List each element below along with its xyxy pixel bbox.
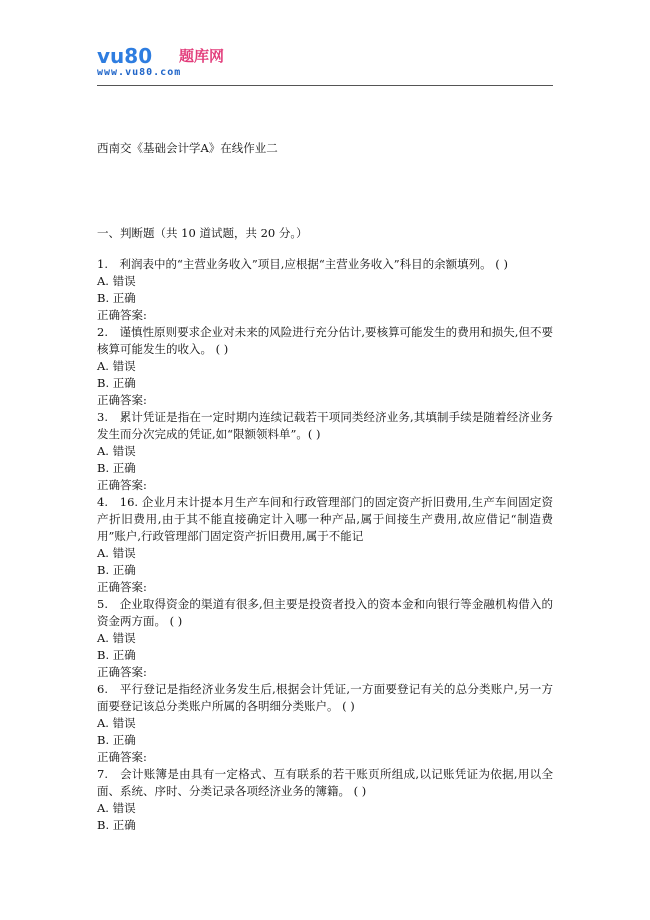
question-item [97, 681, 553, 766]
answer-label: 正确答案: [97, 580, 147, 594]
answer-label: 正确答案: [97, 308, 147, 322]
option-a: A. 错误 [97, 801, 136, 815]
section-heading: 一、判断题（共 10 道试题，共 20 分。） [97, 226, 308, 240]
option-b: B. 正确 [97, 563, 136, 577]
question-stem: 4. 16. 企业月末计提本月生产车间和行政管理部门的固定资产折旧费用,生产车间固定资产折旧费用,由于其不能直接确定计入哪一种产品,属于间接生产费用,故应借记“制造费用”账户,行政管理部门固定资产折旧费用,属于不能记 [97, 495, 553, 543]
question-list [97, 256, 553, 834]
answer-label: 正确答案: [97, 478, 147, 492]
logo-brand: vu80 [97, 44, 153, 68]
option-a: A. 错误 [97, 444, 136, 458]
answer-label: 正确答案: [97, 665, 147, 679]
answer-label: 正确答案: [97, 750, 147, 764]
option-a: A. 错误 [97, 274, 136, 288]
question-stem: 7. 会计账簿是由具有一定格式、互有联系的若干账页所组成,以记账凭证为依据,用以全面、系统、序时、分类记录各项经济业务的簿籍。 ( ) [97, 767, 553, 798]
question-stem: 3. 累计凭证是指在一定时期内连续记载若干项同类经济业务,其填制手续是随着经济业务发生而分次完成的凭证,如“限额领料单”。( ) [97, 410, 553, 441]
logo-chinese-name: 题库网 [179, 47, 225, 65]
question-item [97, 256, 553, 324]
question-stem: 5. 企业取得资金的渠道有很多,但主要是投资者投入的资本金和向银行等金融机构借入的资金两方面。 ( ) [97, 597, 553, 628]
question-stem: 1. 利润表中的“主营业务收入”项目,应根据“主营业务收入”科目的余额填列。 ( ) [97, 257, 508, 271]
logo-url: www.vu80.com [97, 67, 182, 78]
question-stem: 6. 平行登记是指经济业务发生后,根据会计凭证,一方面要登记有关的总分类账户,另一方面要登记该总分类账户所属的各明细分类账户。 ( ) [97, 682, 553, 713]
site-logo[interactable] [97, 42, 247, 82]
option-b: B. 正确 [97, 461, 136, 475]
document-title: 西南交《基础会计学A》在线作业二 [97, 141, 278, 155]
option-a: A. 错误 [97, 546, 136, 560]
option-a: A. 错误 [97, 716, 136, 730]
question-stem: 2. 谨慎性原则要求企业对未来的风险进行充分估计,要核算可能发生的费用和损失,但不要核算可能发生的收入。 ( ) [97, 325, 553, 356]
answer-label: 正确答案: [97, 393, 147, 407]
option-b: B. 正确 [97, 733, 136, 747]
option-a: A. 错误 [97, 359, 136, 373]
question-item [97, 596, 553, 681]
option-b: B. 正确 [97, 818, 136, 832]
question-item [97, 766, 553, 834]
option-a: A. 错误 [97, 631, 136, 645]
question-item [97, 409, 553, 494]
question-item [97, 494, 553, 596]
option-b: B. 正确 [97, 291, 136, 305]
question-item [97, 324, 553, 409]
option-b: B. 正确 [97, 376, 136, 390]
option-b: B. 正确 [97, 648, 136, 662]
header-divider [97, 85, 553, 86]
